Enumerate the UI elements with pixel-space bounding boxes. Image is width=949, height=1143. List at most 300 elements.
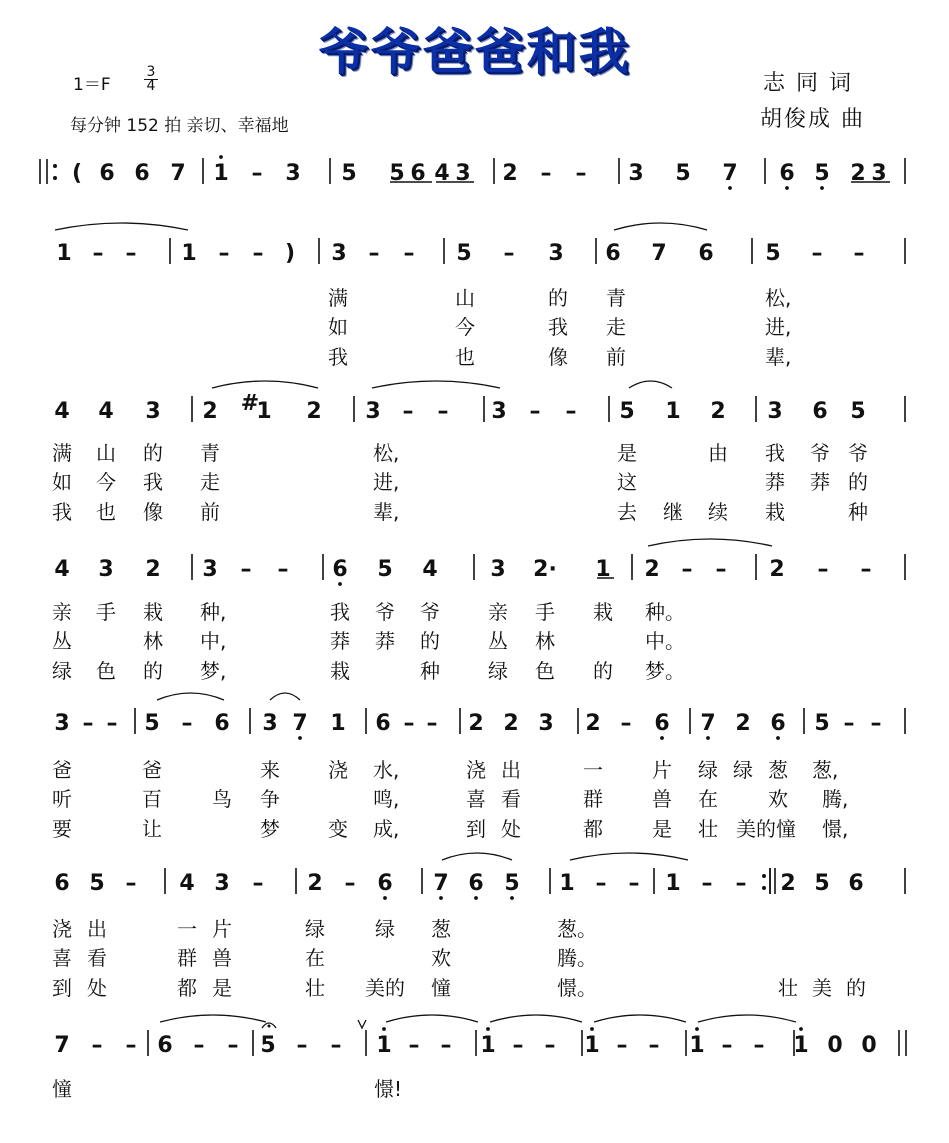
lyric-syllable: 是 bbox=[652, 817, 672, 841]
lyric-syllable: 憬, bbox=[822, 817, 849, 841]
lyric-syllable: 美的憧 bbox=[736, 817, 796, 841]
dash-note: – bbox=[853, 241, 865, 266]
note-number: 6 bbox=[770, 711, 786, 736]
lyric-syllable: 丛 bbox=[52, 629, 72, 653]
lyric-syllable: 梦, bbox=[200, 659, 227, 683]
tie-slur bbox=[698, 1015, 796, 1022]
lyric-syllable: 绿 bbox=[733, 758, 753, 782]
note-number: 2· bbox=[533, 557, 557, 582]
note-number: 4 bbox=[98, 399, 114, 424]
lyric-syllable: 是 bbox=[617, 441, 637, 465]
lyric-syllable: 的 bbox=[848, 470, 868, 494]
lyric-syllable: 莽 bbox=[375, 629, 395, 653]
note-number: 6 bbox=[468, 871, 484, 896]
dash-note: – bbox=[193, 1033, 205, 1058]
lyric-syllable: 一 bbox=[177, 917, 197, 941]
dash-note: – bbox=[860, 557, 872, 582]
dash-note: – bbox=[91, 1033, 103, 1058]
lyric-syllable: 的 bbox=[143, 659, 163, 683]
lyric-syllable: 继 bbox=[663, 500, 683, 524]
note-number: 3 bbox=[628, 161, 644, 186]
dash-note: – bbox=[817, 557, 829, 582]
lyric-syllable: 这 bbox=[617, 470, 637, 494]
lyric-syllable: 兽 bbox=[652, 787, 672, 811]
note-number: 7 bbox=[54, 1033, 70, 1058]
octave-dot-above bbox=[799, 1027, 803, 1031]
note-number: 6 bbox=[134, 161, 150, 186]
note-number: 5 bbox=[814, 871, 830, 896]
note-number: 3 bbox=[365, 399, 381, 424]
lyric-syllable: 的 bbox=[593, 659, 613, 683]
note-number: 2 bbox=[585, 711, 601, 736]
note-number: 6 bbox=[99, 161, 115, 186]
lyric-syllable: 争 bbox=[260, 787, 280, 811]
lyric-syllable: 我 bbox=[328, 345, 348, 369]
dash-note: – bbox=[403, 711, 415, 736]
tie-slur bbox=[157, 693, 224, 700]
dash-note: – bbox=[870, 711, 882, 736]
octave-dot-below bbox=[338, 582, 342, 586]
note-number: 6 bbox=[605, 241, 621, 266]
lyric-syllable: 中, bbox=[200, 629, 227, 653]
lyric-syllable: 憧 bbox=[431, 976, 451, 1000]
note-number: 5 bbox=[389, 161, 405, 186]
note-number: 7 bbox=[433, 871, 449, 896]
dash-note: – bbox=[843, 711, 855, 736]
note-number: 2 bbox=[145, 557, 161, 582]
lyric-syllable: 进, bbox=[373, 470, 400, 494]
dash-note: – bbox=[540, 161, 552, 186]
lyric-syllable: 种 bbox=[848, 500, 868, 524]
lyric-syllable: 青 bbox=[606, 286, 626, 310]
lyric-syllable: 我 bbox=[143, 470, 163, 494]
note-number: 5 bbox=[619, 399, 635, 424]
note-number: 6 bbox=[698, 241, 714, 266]
lyric-syllable: 听 bbox=[52, 787, 72, 811]
note-number: 1 bbox=[56, 241, 72, 266]
note-number: 5 bbox=[850, 399, 866, 424]
tie-slur bbox=[55, 223, 188, 230]
note-number: 1 bbox=[595, 557, 611, 582]
lyric-syllable: 进, bbox=[765, 315, 792, 339]
lyric-syllable: 美的 bbox=[365, 976, 405, 1000]
dash-note: – bbox=[620, 711, 632, 736]
dash-note: – bbox=[252, 871, 264, 896]
song-title: 爷爷爸爸和我 bbox=[318, 23, 631, 81]
note-number: 7 bbox=[722, 161, 738, 186]
lyric-syllable: 像 bbox=[143, 500, 163, 524]
lyric-syllable: 栽 bbox=[765, 500, 785, 524]
note-number: 5 bbox=[814, 711, 830, 736]
lyric-syllable: 栽 bbox=[143, 600, 163, 624]
note-number: 5 bbox=[456, 241, 472, 266]
dash-note: – bbox=[426, 711, 438, 736]
note-number: 3 bbox=[491, 399, 507, 424]
lyric-syllable: 续 bbox=[708, 500, 728, 524]
tie-slur bbox=[160, 1015, 266, 1022]
lyric-syllable: 爷 bbox=[375, 600, 395, 624]
lyric-syllable: 浇 bbox=[466, 758, 486, 782]
dash-note: – bbox=[681, 557, 693, 582]
tie-slur bbox=[372, 381, 500, 388]
lyric-syllable: 像 bbox=[548, 345, 568, 369]
lyric-syllable: 山 bbox=[96, 441, 116, 465]
note-number: 6 bbox=[332, 557, 348, 582]
lyric-syllable: 栽 bbox=[330, 659, 350, 683]
lyric-syllable: 变 bbox=[328, 817, 348, 841]
octave-dot-above bbox=[382, 1027, 386, 1031]
lyric-syllable: 都 bbox=[177, 976, 197, 1000]
octave-dot-above bbox=[219, 155, 223, 159]
octave-dot-below bbox=[474, 896, 478, 900]
note-number: 7 bbox=[292, 711, 308, 736]
dash-note: – bbox=[721, 1033, 733, 1058]
note-number: 1 bbox=[181, 241, 197, 266]
lyric-syllable: 莽 bbox=[765, 470, 785, 494]
lyric-syllable: 手 bbox=[96, 600, 116, 624]
lyric-syllable: 如 bbox=[328, 315, 348, 339]
lyric-syllable: 喜 bbox=[466, 787, 486, 811]
note-number: 3 bbox=[285, 161, 301, 186]
dash-note: – bbox=[125, 241, 137, 266]
note-number: 2 bbox=[644, 557, 660, 582]
tie-slur bbox=[629, 381, 672, 388]
lyric-syllable: 松, bbox=[765, 286, 792, 310]
lyric-syllable: 葱 bbox=[768, 758, 788, 782]
lyric-syllable: 爷 bbox=[848, 441, 868, 465]
time-signature-top: 3 bbox=[146, 64, 156, 80]
note-number: 2 bbox=[780, 871, 796, 896]
lyric-syllable: 美 bbox=[812, 976, 832, 1000]
dash-note: – bbox=[218, 241, 230, 266]
lyric-syllable: 爷 bbox=[420, 600, 440, 624]
note-number: 5 bbox=[675, 161, 691, 186]
tie-slur bbox=[570, 853, 688, 860]
tie-slur bbox=[594, 1015, 686, 1022]
dash-note: – bbox=[628, 871, 640, 896]
lyric-syllable: 憧 bbox=[52, 1077, 72, 1101]
note-number: 6 bbox=[214, 711, 230, 736]
lyric-syllable: 欢 bbox=[768, 787, 788, 811]
lyric-syllable: 的 bbox=[143, 441, 163, 465]
lyric-syllable: 绿 bbox=[698, 758, 718, 782]
lyric-syllable: 憬! bbox=[374, 1077, 403, 1101]
lyric-syllable: 莽 bbox=[330, 629, 350, 653]
sharp-mark: # bbox=[240, 391, 260, 416]
dash-note: – bbox=[344, 871, 356, 896]
lyric-syllable: 种。 bbox=[645, 600, 685, 624]
lyric-syllable: 我 bbox=[52, 500, 72, 524]
lyric-syllable: 梦 bbox=[260, 817, 280, 841]
lyric-syllable: 绿 bbox=[305, 917, 325, 941]
note-number: 7 bbox=[651, 241, 667, 266]
lyric-syllable: 的 bbox=[420, 629, 440, 653]
octave-dot-below bbox=[439, 896, 443, 900]
dash-note: – bbox=[595, 871, 607, 896]
lyric-syllable: 兽 bbox=[212, 946, 232, 970]
repeat-dot bbox=[53, 176, 57, 180]
lyric-syllable: 鸟 bbox=[212, 787, 232, 811]
lyric-syllable: 林 bbox=[143, 629, 163, 653]
octave-dot-below bbox=[298, 736, 302, 740]
octave-dot-below bbox=[383, 896, 387, 900]
lyric-syllable: 色 bbox=[535, 659, 555, 683]
note-number: 1 bbox=[665, 871, 681, 896]
tie-slur bbox=[212, 381, 318, 388]
note-number: 2 bbox=[502, 161, 518, 186]
lyric-syllable: 种, bbox=[200, 600, 227, 624]
composer-credit: 胡俊成 曲 bbox=[760, 107, 865, 132]
note-number: 3 bbox=[455, 161, 471, 186]
note-number: 1 bbox=[689, 1033, 705, 1058]
note-number: 5 bbox=[814, 161, 830, 186]
tie-slur bbox=[386, 1015, 478, 1022]
note-number: 3 bbox=[548, 241, 564, 266]
dash-note: – bbox=[368, 241, 380, 266]
note-number: 3 bbox=[490, 557, 506, 582]
note-number: 4 bbox=[422, 557, 438, 582]
lyric-syllable: 来 bbox=[260, 758, 280, 782]
dash-note: – bbox=[125, 1033, 137, 1058]
lyric-syllable: 林 bbox=[535, 629, 555, 653]
lyric-syllable: 前 bbox=[200, 500, 220, 524]
breath-mark bbox=[358, 1020, 366, 1028]
note-number: 4 bbox=[179, 871, 195, 896]
lyric-syllable: 是 bbox=[212, 976, 232, 1000]
lyric-syllable: 的 bbox=[548, 286, 568, 310]
dash-note: – bbox=[403, 241, 415, 266]
lyric-syllable: 憬。 bbox=[557, 976, 597, 1000]
lyric-syllable: 绿 bbox=[52, 659, 72, 683]
octave-dot-below bbox=[776, 736, 780, 740]
tempo-marking: 每分钟 152 拍 亲切、幸福地 bbox=[70, 116, 289, 136]
lyric-syllable: 欢 bbox=[431, 946, 451, 970]
note-number: 1 bbox=[330, 711, 346, 736]
lyric-syllable: 在 bbox=[305, 946, 325, 970]
lyric-syllable: 种 bbox=[420, 659, 440, 683]
lyric-syllable: 走 bbox=[200, 470, 220, 494]
lyric-syllable: 亲 bbox=[488, 600, 508, 624]
note-number: 5 bbox=[260, 1033, 276, 1058]
lyric-syllable: 要 bbox=[52, 817, 72, 841]
note-number: 2 bbox=[503, 711, 519, 736]
lyric-syllable: 成, bbox=[373, 817, 400, 841]
lyric-syllable: 壮 bbox=[305, 976, 325, 1000]
dash-note: – bbox=[544, 1033, 556, 1058]
note-number: 3 bbox=[871, 161, 887, 186]
dash-note: – bbox=[701, 871, 713, 896]
note-number: 3 bbox=[331, 241, 347, 266]
lyric-syllable: 我 bbox=[330, 600, 350, 624]
dash-note: – bbox=[575, 161, 587, 186]
note-number: 6 bbox=[375, 711, 391, 736]
dash-note: – bbox=[92, 241, 104, 266]
lyric-syllable: 也 bbox=[455, 345, 475, 369]
lyric-syllable: 绿 bbox=[488, 659, 508, 683]
lyric-syllable: 手 bbox=[535, 600, 555, 624]
lyric-syllable: 松, bbox=[373, 441, 400, 465]
dash-note: – bbox=[240, 557, 252, 582]
lyric-syllable: 腾, bbox=[822, 787, 849, 811]
note-number: 3 bbox=[262, 711, 278, 736]
note-number: 6 bbox=[157, 1033, 173, 1058]
lyric-syllable: 葱。 bbox=[557, 917, 597, 941]
lyric-syllable: 今 bbox=[96, 470, 116, 494]
lyric-syllable: 梦。 bbox=[645, 659, 685, 683]
lyric-syllable: 壮 bbox=[778, 976, 798, 1000]
fermata-dot bbox=[268, 1025, 271, 1028]
note-number: 1 bbox=[213, 161, 229, 186]
lyric-syllable: 前 bbox=[606, 345, 626, 369]
note-number: 4 bbox=[54, 399, 70, 424]
dash-note: – bbox=[616, 1033, 628, 1058]
note-number: 3 bbox=[214, 871, 230, 896]
bracket-mark: ) bbox=[284, 241, 296, 266]
dash-note: – bbox=[753, 1033, 765, 1058]
octave-dot-above bbox=[486, 1027, 490, 1031]
note-number: 1 bbox=[480, 1033, 496, 1058]
dash-note: – bbox=[811, 241, 823, 266]
note-number: 2 bbox=[306, 399, 322, 424]
note-number: 2 bbox=[769, 557, 785, 582]
dash-note: – bbox=[296, 1033, 308, 1058]
lyric-syllable: 壮 bbox=[698, 817, 718, 841]
lyric-syllable: 处 bbox=[501, 817, 521, 841]
tie-slur bbox=[442, 853, 512, 860]
note-number: 2 bbox=[735, 711, 751, 736]
repeat-dot bbox=[53, 164, 57, 168]
dash-note: – bbox=[735, 871, 747, 896]
lyric-syllable: 山 bbox=[455, 286, 475, 310]
note-number: 6 bbox=[779, 161, 795, 186]
note-number: 1 bbox=[584, 1033, 600, 1058]
lyric-syllable: 葱 bbox=[431, 917, 451, 941]
note-number: 4 bbox=[54, 557, 70, 582]
note-number: 6 bbox=[654, 711, 670, 736]
lyric-syllable: 爸 bbox=[52, 758, 72, 782]
lyric-syllable: 让 bbox=[142, 817, 162, 841]
note-number: 6 bbox=[54, 871, 70, 896]
lyric-syllable: 群 bbox=[583, 787, 603, 811]
dash-note: – bbox=[503, 241, 515, 266]
lyric-syllable: 片 bbox=[212, 917, 232, 941]
lyric-syllable: 喜 bbox=[52, 946, 72, 970]
dash-note: – bbox=[251, 161, 263, 186]
lyric-syllable: 鸣, bbox=[373, 787, 400, 811]
lyric-syllable: 莽 bbox=[810, 470, 830, 494]
dash-note: – bbox=[106, 711, 118, 736]
lyric-syllable: 的 bbox=[846, 976, 866, 1000]
lyric-syllable: 绿 bbox=[375, 917, 395, 941]
note-number: 0 bbox=[861, 1033, 877, 1058]
dash-note: – bbox=[125, 871, 137, 896]
lyricist-credit: 志 同 词 bbox=[763, 71, 853, 96]
dash-note: – bbox=[227, 1033, 239, 1058]
octave-dot-below bbox=[706, 736, 710, 740]
dash-note: – bbox=[529, 399, 541, 424]
note-number: 5 bbox=[89, 871, 105, 896]
dash-note: – bbox=[181, 711, 193, 736]
note-number: 3 bbox=[145, 399, 161, 424]
key-signature: 1＝F bbox=[73, 75, 111, 95]
lyric-syllable: 中。 bbox=[645, 629, 685, 653]
note-number: 7 bbox=[700, 711, 716, 736]
dash-note: – bbox=[437, 399, 449, 424]
lyric-syllable: 也 bbox=[96, 500, 116, 524]
note-number: 7 bbox=[170, 161, 186, 186]
lyric-syllable: 群 bbox=[177, 946, 197, 970]
lyric-syllable: 栽 bbox=[593, 600, 613, 624]
lyric-syllable: 我 bbox=[765, 441, 785, 465]
note-number: 6 bbox=[377, 871, 393, 896]
dash-note: – bbox=[512, 1033, 524, 1058]
note-number: 6 bbox=[848, 871, 864, 896]
tie-slur bbox=[490, 1015, 582, 1022]
note-number: 6 bbox=[410, 161, 426, 186]
lyric-syllable: 辈, bbox=[373, 500, 400, 524]
lyric-syllable: 爸 bbox=[142, 758, 162, 782]
bracket-mark: ( bbox=[71, 161, 83, 186]
note-number: 1 bbox=[793, 1033, 809, 1058]
lyric-syllable: 满 bbox=[328, 286, 348, 310]
dash-note: – bbox=[82, 711, 94, 736]
lyric-syllable: 看 bbox=[501, 787, 521, 811]
lyric-syllable: 满 bbox=[52, 441, 72, 465]
lyric-syllable: 腾。 bbox=[557, 946, 597, 970]
dash-note: – bbox=[330, 1033, 342, 1058]
dash-note: – bbox=[565, 399, 577, 424]
lyric-syllable: 看 bbox=[87, 946, 107, 970]
note-number: 2 bbox=[710, 399, 726, 424]
note-number: 0 bbox=[827, 1033, 843, 1058]
lyric-syllable: 去 bbox=[617, 500, 637, 524]
dash-note: – bbox=[648, 1033, 660, 1058]
note-number: 1 bbox=[256, 399, 272, 424]
note-number: 2 bbox=[202, 399, 218, 424]
tie-slur bbox=[614, 223, 707, 230]
note-number: 3 bbox=[98, 557, 114, 582]
lyric-syllable: 葱, bbox=[812, 758, 839, 782]
lyric-syllable: 到 bbox=[52, 976, 72, 1000]
note-number: 3 bbox=[538, 711, 554, 736]
dash-note: – bbox=[715, 557, 727, 582]
time-signature-bottom: 4 bbox=[144, 79, 158, 93]
note-number: 3 bbox=[54, 711, 70, 736]
note-number: 5 bbox=[377, 557, 393, 582]
lyric-syllable: 一 bbox=[583, 758, 603, 782]
lyric-syllable: 如 bbox=[52, 470, 72, 494]
lyric-syllable: 亲 bbox=[52, 600, 72, 624]
lyric-syllable: 浇 bbox=[328, 758, 348, 782]
octave-dot-below bbox=[660, 736, 664, 740]
lyric-syllable: 走 bbox=[606, 315, 626, 339]
lyric-syllable: 辈, bbox=[765, 345, 792, 369]
note-number: 5 bbox=[504, 871, 520, 896]
lyric-syllable: 到 bbox=[466, 817, 486, 841]
lyric-syllable: 出 bbox=[501, 758, 521, 782]
lyric-syllable: 处 bbox=[87, 976, 107, 1000]
lyric-syllable: 我 bbox=[548, 315, 568, 339]
dash-note: – bbox=[252, 241, 264, 266]
dash-note: – bbox=[408, 1033, 420, 1058]
dash-note: – bbox=[277, 557, 289, 582]
note-number: 5 bbox=[144, 711, 160, 736]
note-number: 1 bbox=[665, 399, 681, 424]
lyric-syllable: 水, bbox=[373, 758, 400, 782]
octave-dot-below bbox=[728, 186, 732, 190]
lyric-syllable: 片 bbox=[652, 758, 672, 782]
lyric-syllable: 浇 bbox=[52, 917, 72, 941]
